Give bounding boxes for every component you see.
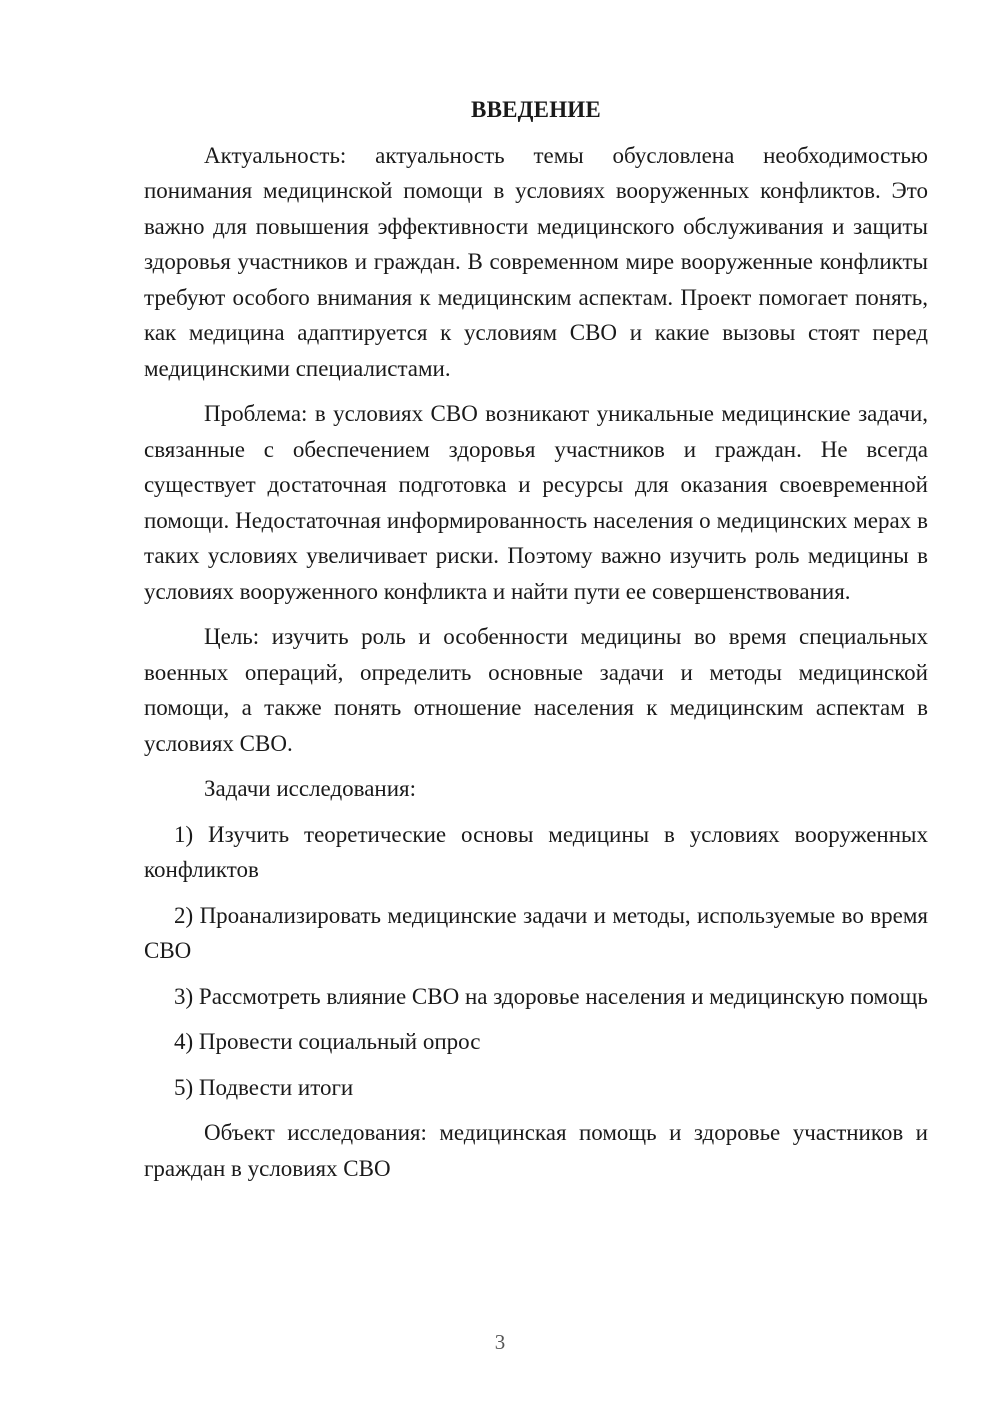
object-paragraph: Объект исследования: медицинская помощь и здоровье участников и граждан в условиях СВО — [144, 1120, 928, 1181]
section-title: ВВЕДЕНИЕ — [471, 97, 601, 122]
task-item: 3) Рассмотреть влияние СВО на здоровье населения и медицинскую помощь — [174, 983, 928, 1009]
task-item: 2) Проанализировать медицинские задачи и методы, используемые во время СВО — [144, 902, 928, 963]
tasks-list — [144, 817, 928, 1106]
page-content — [144, 92, 928, 1196]
tasks-heading: Задачи исследования: — [204, 776, 417, 801]
relevance-paragraph: Актуальность: актуальность темы обусловлена необходимостью понимания медицинской помощи в условиях вооруженных конфликтов. Это важно для повышения эффективности медицинского обслуживания и защиты здоровья участников и граждан. В современном мире вооруженные конфликты требуют особого внимания к медицинским аспектам. Проект помогает понять, как медицина адаптируется к условиям СВО и какие вызовы стоят перед медицинскими специалистами. — [144, 142, 928, 381]
task-item: 1) Изучить теоретические основы медицины в условиях вооруженных конфликтов — [144, 821, 928, 882]
goal-paragraph: Цель: изучить роль и особенности медицины во время специальных военных операций, определить основные задачи и методы медицинской помощи, а также понять отношение населения к медицинским аспектам в условиях СВО. — [144, 624, 928, 756]
task-item: 5) Подвести итоги — [174, 1074, 354, 1100]
problem-paragraph: Проблема: в условиях СВО возникают уникальные медицинские задачи, связанные с обеспечением здоровья участников и граждан. Не всегда существует достаточная подготовка и ресурсы для оказания своевременной помощи. Недостаточная информированность населения о медицинских мерах в таких условиях увеличивает риски. Поэтому важно изучить роль медицины в условиях вооруженного конфликта и найти пути ее совершенствования. — [144, 401, 928, 604]
task-item: 4) Провести социальный опрос — [174, 1029, 481, 1054]
page-number: 3 — [494, 1330, 506, 1354]
